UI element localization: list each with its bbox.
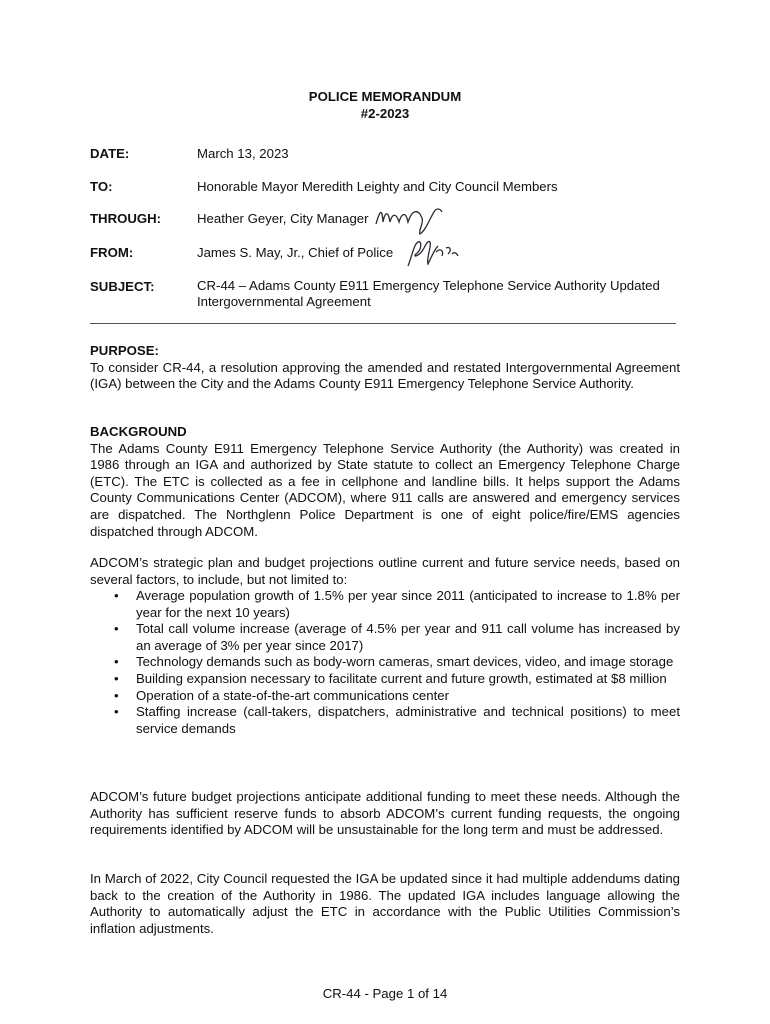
to-value: Honorable Mayor Meredith Leighty and City Council Members [197, 179, 558, 194]
list-item: • Operation of a state-of-the-art communications center [114, 687, 449, 703]
background-paragraph-1: The Adams County E911 Emergency Telephone Service Authority (the Authority) was created in 1986 through an IGA and authorized by State statute to collect an Emergency Telephone Charge (ETC). The ETC is collected as a fee in cellphone and landline bills. It helps support the Adams County Communications Center (ADCOM), where 911 calls are answered and emergency services are dispatched. The Northglenn Police Department is one of eight police/fire/EMS agencies dispatched through ADCOM. [90, 440, 680, 539]
background-paragraph-4: In March of 2022, City Council requested the IGA be updated since it had multiple addendums dating back to the creation of the Authority in 1986. The updated IGA includes language allowing the Authority to automatically adjust the ETC in accordance with the Public Utilities Commission’s inflation adjustments. [90, 871, 680, 936]
subject-label: SUBJECT: [90, 279, 155, 294]
list-item: • Total call volume increase (average of 4.5% per year and 911 call volume has increased by an average of 3% per year since 2017) [114, 621, 680, 653]
memo-number: #2-2023 [360, 106, 410, 121]
page-footer: CR-44 - Page 1 of 14 [322, 986, 448, 1001]
memo-title: POLICE MEMORANDUM [308, 89, 462, 104]
date-label: DATE: [90, 146, 130, 161]
background-paragraph-3: ADCOM’s future budget projections anticipate additional funding to meet these needs. Although the Authority has sufficient reserve funds to absorb ADCOM’s current funding requests, the ongoing requirements identified by ADCOM will be unsustainable for the long term and must be addressed. [90, 789, 680, 838]
list-item: • Building expansion necessary to facilitate current and future growth, estimated at $8 million [114, 670, 667, 686]
header-divider [90, 323, 676, 324]
through-label: THROUGH: [90, 211, 162, 226]
background-section [90, 424, 680, 540]
purpose-section [90, 343, 680, 393]
through-value: Heather Geyer, City Manager [197, 211, 369, 226]
to-label: TO: [90, 179, 113, 194]
list-item: • Technology demands such as body-worn cameras, smart devices, video, and image storage [114, 654, 674, 670]
background-paragraph-2: ADCOM’s strategic plan and budget projections outline current and future service needs, based on several factors, to include, but not limited to: [90, 555, 680, 587]
from-value: James S. May, Jr., Chief of Police [197, 245, 394, 260]
service-needs-list [90, 588, 680, 737]
subject-value: CR-44 – Adams County E911 Emergency Telephone Service Authority Updated Intergovernmental Agreement [197, 278, 660, 309]
list-item: • Average population growth of 1.5% per year since 2011 (anticipated to increase to 1.8% per year for the next 10 years) [114, 588, 680, 620]
list-item: • Staffing increase (call-takers, dispatchers, administrative and technical positions) to meet service demands [114, 704, 680, 736]
from-label: FROM: [90, 245, 134, 260]
background-heading: BACKGROUND [90, 424, 187, 439]
chief-signature [402, 236, 462, 272]
date-value: March 13, 2023 [197, 146, 289, 161]
purpose-text: To consider CR-44, a resolution approving the amended and restated Intergovernmental Agreement (IGA) between the City and the Adams County E911 Emergency Telephone Service Authority. [90, 359, 680, 392]
city-manager-signature [372, 200, 444, 236]
purpose-heading: PURPOSE: [90, 343, 159, 358]
